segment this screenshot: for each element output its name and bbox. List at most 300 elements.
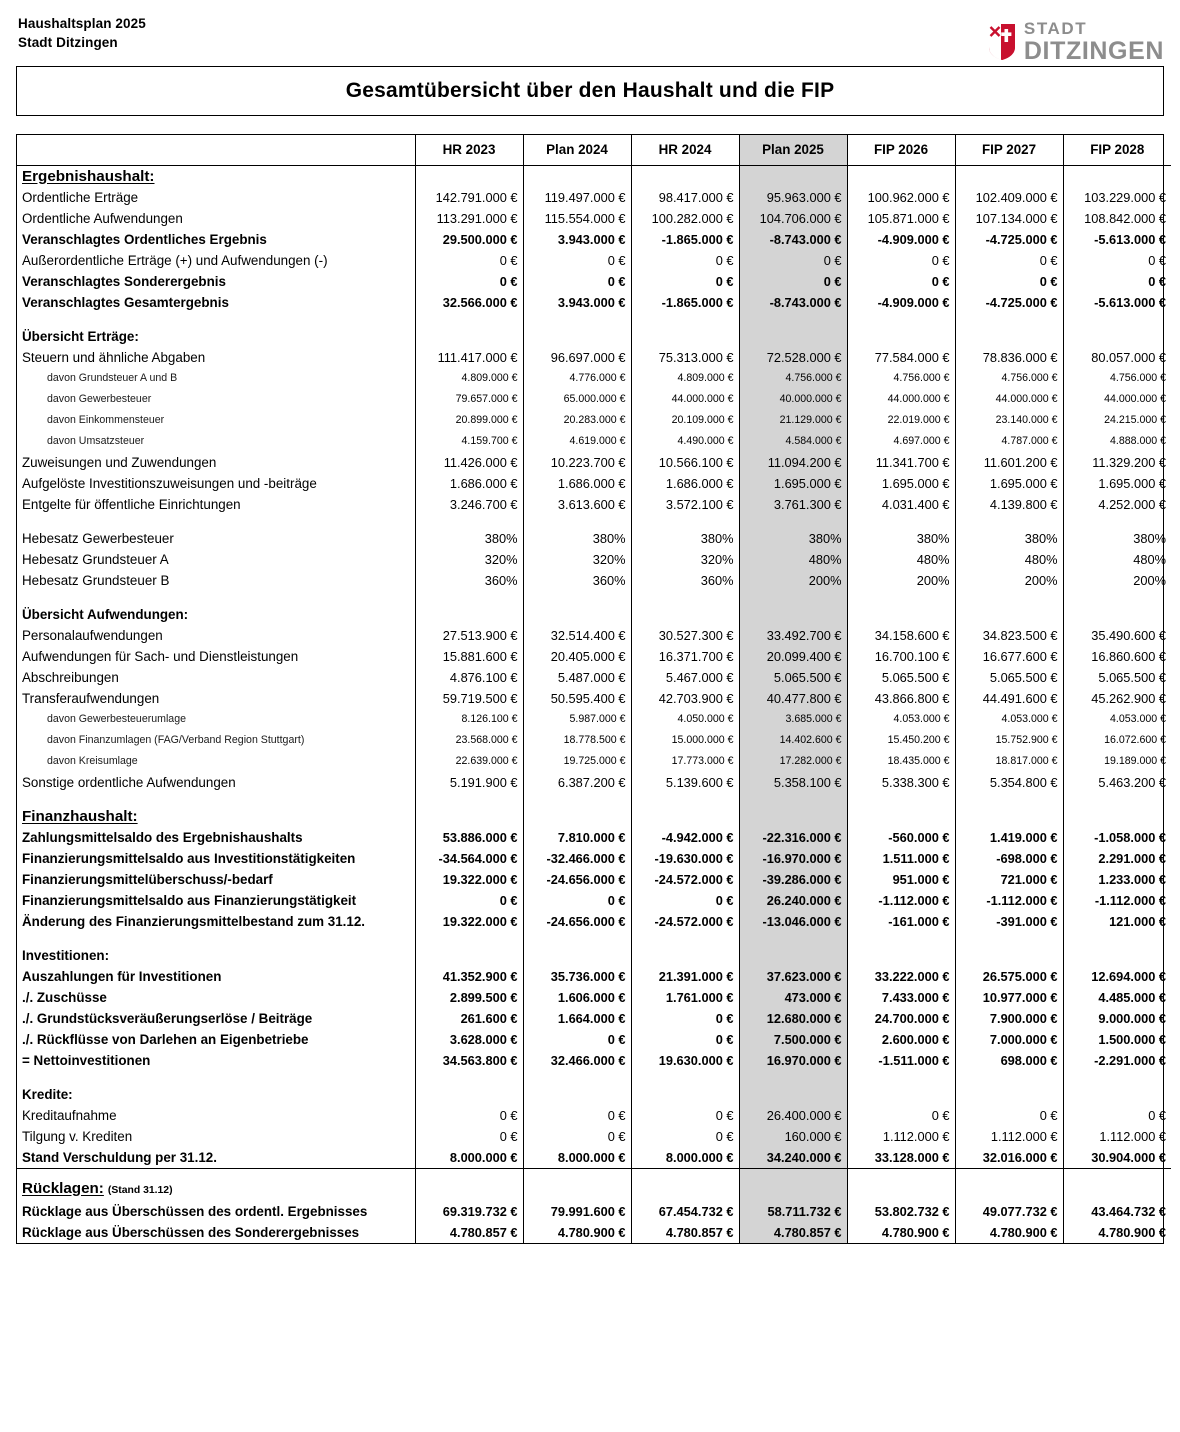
row-value: 4.584.000 € xyxy=(739,431,847,452)
table-row xyxy=(17,208,1171,229)
table-row xyxy=(17,688,1171,709)
row-value: 4.050.000 € xyxy=(631,709,739,730)
row-value: 16.860.600 € xyxy=(1063,646,1171,667)
column-header-plan-2024: Plan 2024 xyxy=(523,135,631,165)
row-value: -4.725.000 € xyxy=(955,292,1063,313)
row-value xyxy=(847,165,955,187)
row-label: Veranschlagtes Ordentliches Ergebnis xyxy=(22,231,267,247)
row-value xyxy=(847,945,955,966)
row-value: 5.358.100 € xyxy=(739,772,847,793)
table-row xyxy=(17,165,1171,187)
row-value: 19.189.000 € xyxy=(1063,751,1171,772)
table-row xyxy=(17,869,1171,890)
row-value: 16.700.100 € xyxy=(847,646,955,667)
row-value: -32.466.000 € xyxy=(523,848,631,869)
row-label: Finanzierungsmittelüberschuss/-bedarf xyxy=(22,871,273,887)
row-value xyxy=(523,806,631,827)
row-value xyxy=(523,1084,631,1105)
spacer-value-cell xyxy=(523,1071,631,1084)
row-value: 5.065.500 € xyxy=(955,667,1063,688)
row-value: 1.112.000 € xyxy=(1063,1126,1171,1147)
row-value: 4.031.400 € xyxy=(847,494,955,515)
city-logo xyxy=(987,20,1164,64)
row-value: 380% xyxy=(415,528,523,549)
row-value: 30.904.000 € xyxy=(1063,1147,1171,1169)
row-value: 9.000.000 € xyxy=(1063,1008,1171,1029)
row-value xyxy=(415,945,523,966)
row-value: -161.000 € xyxy=(847,911,955,932)
row-value: 380% xyxy=(739,528,847,549)
table-row xyxy=(17,848,1171,869)
row-value: -8.743.000 € xyxy=(739,292,847,313)
spacer-value-cell xyxy=(847,1169,955,1178)
spacer-value-cell xyxy=(415,591,523,604)
spacer-value-cell xyxy=(415,1169,523,1178)
row-value xyxy=(739,945,847,966)
row-label: Steuern und ähnliche Abgaben xyxy=(22,349,206,365)
spacer-label-cell xyxy=(17,1071,415,1084)
row-value: 11.341.700 € xyxy=(847,452,955,473)
row-value: 4.787.000 € xyxy=(955,431,1063,452)
table-row xyxy=(17,431,1171,452)
spacer-label-cell xyxy=(17,313,415,326)
row-label: Abschreibungen xyxy=(22,669,119,685)
row-label-text: Rücklagen: xyxy=(22,1179,104,1197)
row-value: 44.000.000 € xyxy=(955,389,1063,410)
row-value: 44.000.000 € xyxy=(631,389,739,410)
row-value: 0 € xyxy=(739,271,847,292)
row-value: 4.756.000 € xyxy=(955,368,1063,389)
spacer-row xyxy=(17,515,1171,528)
row-value: 4.139.800 € xyxy=(955,494,1063,515)
row-value: 380% xyxy=(847,528,955,549)
row-value: 95.963.000 € xyxy=(739,187,847,208)
row-value: 0 € xyxy=(415,250,523,271)
row-value: 98.417.000 € xyxy=(631,187,739,208)
row-value: 22.639.000 € xyxy=(415,751,523,772)
row-label: = Nettoinvestitionen xyxy=(22,1052,151,1068)
row-label: Aufgelöste Investitionszuweisungen und -beiträge xyxy=(22,475,317,491)
row-value: 320% xyxy=(523,549,631,570)
row-label: Veranschlagtes Gesamtergebnis xyxy=(22,294,229,310)
row-value: 0 € xyxy=(523,890,631,911)
row-value xyxy=(955,604,1063,625)
table-row xyxy=(17,966,1171,987)
row-value: 11.094.200 € xyxy=(739,452,847,473)
row-value: 100.282.000 € xyxy=(631,208,739,229)
row-label xyxy=(17,806,415,827)
row-value: 3.685.000 € xyxy=(739,709,847,730)
row-value: 1.695.000 € xyxy=(955,473,1063,494)
row-value xyxy=(1063,806,1171,827)
table-row xyxy=(17,271,1171,292)
spacer-value-cell xyxy=(955,793,1063,806)
table-row xyxy=(17,987,1171,1008)
row-value xyxy=(415,165,523,187)
spacer-label-cell xyxy=(17,591,415,604)
column-header-fip-2026: FIP 2026 xyxy=(847,135,955,165)
row-value: 0 € xyxy=(523,271,631,292)
row-value: 35.736.000 € xyxy=(523,966,631,987)
spacer-value-cell xyxy=(739,1169,847,1178)
row-value: 4.490.000 € xyxy=(631,431,739,452)
row-value: 1.419.000 € xyxy=(955,827,1063,848)
row-value: 21.391.000 € xyxy=(631,966,739,987)
row-value: -39.286.000 € xyxy=(739,869,847,890)
row-value: -4.942.000 € xyxy=(631,827,739,848)
table-row xyxy=(17,1201,1171,1222)
row-label: Rücklage aus Überschüssen des Sonderergebnisses xyxy=(22,1224,360,1240)
row-value: 0 € xyxy=(415,271,523,292)
row-value: 380% xyxy=(955,528,1063,549)
row-value: -391.000 € xyxy=(955,911,1063,932)
row-value: 4.888.000 € xyxy=(1063,431,1171,452)
row-value: 7.433.000 € xyxy=(847,987,955,1008)
document-header xyxy=(0,0,1180,66)
row-value: 4.485.000 € xyxy=(1063,987,1171,1008)
row-value: 20.899.000 € xyxy=(415,410,523,431)
budget-table-container xyxy=(16,134,1164,1244)
row-value xyxy=(631,806,739,827)
row-label: Auszahlungen für Investitionen xyxy=(22,968,222,984)
spacer-value-cell xyxy=(739,591,847,604)
row-value: 12.680.000 € xyxy=(739,1008,847,1029)
row-value: 44.000.000 € xyxy=(847,389,955,410)
spacer-value-cell xyxy=(631,313,739,326)
row-label: Veranschlagtes Sonderergebnis xyxy=(22,273,226,289)
row-value: 15.752.900 € xyxy=(955,730,1063,751)
spacer-value-cell xyxy=(631,515,739,528)
spacer-value-cell xyxy=(523,793,631,806)
row-value: 4.780.857 € xyxy=(631,1222,739,1243)
spacer-value-cell xyxy=(1063,793,1171,806)
row-value: 951.000 € xyxy=(847,869,955,890)
row-value: 0 € xyxy=(631,890,739,911)
row-value: 15.450.200 € xyxy=(847,730,955,751)
row-label: Änderung des Finanzierungsmittelbestand zum 31.12. xyxy=(22,913,366,929)
spacer-value-cell xyxy=(523,932,631,945)
table-row xyxy=(17,187,1171,208)
row-value: 5.354.800 € xyxy=(955,772,1063,793)
row-label: Rücklage aus Überschüssen des ordentl. Ergebnisses xyxy=(22,1203,368,1219)
row-value: 4.780.900 € xyxy=(1063,1222,1171,1243)
row-value: 0 € xyxy=(631,1126,739,1147)
row-value: 0 € xyxy=(631,250,739,271)
row-value: 5.065.500 € xyxy=(847,667,955,688)
row-value: 24.700.000 € xyxy=(847,1008,955,1029)
row-value: 102.409.000 € xyxy=(955,187,1063,208)
spacer-value-cell xyxy=(415,932,523,945)
table-row xyxy=(17,292,1171,313)
row-value: 0 € xyxy=(631,1008,739,1029)
row-value xyxy=(847,1178,955,1201)
row-value: 721.000 € xyxy=(955,869,1063,890)
row-value: 11.601.200 € xyxy=(955,452,1063,473)
row-value: 35.490.600 € xyxy=(1063,625,1171,646)
row-label: davon Grundsteuer A und B xyxy=(47,371,178,384)
row-value: 43.464.732 € xyxy=(1063,1201,1171,1222)
row-label: Investitionen: xyxy=(22,947,110,963)
row-value: 4.780.857 € xyxy=(739,1222,847,1243)
row-label: Kreditaufnahme xyxy=(22,1107,117,1123)
row-value: 7.810.000 € xyxy=(523,827,631,848)
row-label: Übersicht Aufwendungen: xyxy=(22,606,189,622)
spacer-label-cell xyxy=(17,793,415,806)
row-value: 4.876.100 € xyxy=(415,667,523,688)
spacer-label-cell xyxy=(17,932,415,945)
row-value: 3.943.000 € xyxy=(523,229,631,250)
spacer-value-cell xyxy=(955,591,1063,604)
row-value xyxy=(739,604,847,625)
row-value xyxy=(847,1084,955,1105)
row-value: 18.817.000 € xyxy=(955,751,1063,772)
row-value: 26.575.000 € xyxy=(955,966,1063,987)
row-value: 380% xyxy=(1063,528,1171,549)
row-value xyxy=(847,806,955,827)
table-row xyxy=(17,1050,1171,1071)
row-value: 15.881.600 € xyxy=(415,646,523,667)
row-value: 160.000 € xyxy=(739,1126,847,1147)
row-value: 4.776.000 € xyxy=(523,368,631,389)
row-value: 19.630.000 € xyxy=(631,1050,739,1071)
row-value: 480% xyxy=(1063,549,1171,570)
row-value: 14.402.600 € xyxy=(739,730,847,751)
row-value: 79.991.600 € xyxy=(523,1201,631,1222)
column-header-hr-2024: HR 2024 xyxy=(631,135,739,165)
row-value: 77.584.000 € xyxy=(847,347,955,368)
row-value xyxy=(631,326,739,347)
spacer-row xyxy=(17,932,1171,945)
row-value: 8.000.000 € xyxy=(415,1147,523,1169)
spacer-value-cell xyxy=(955,1169,1063,1178)
row-value: 0 € xyxy=(955,271,1063,292)
table-row xyxy=(17,1126,1171,1147)
table-row xyxy=(17,604,1171,625)
row-value: -1.058.000 € xyxy=(1063,827,1171,848)
row-value: -13.046.000 € xyxy=(739,911,847,932)
row-value: -16.970.000 € xyxy=(739,848,847,869)
row-value: -1.865.000 € xyxy=(631,292,739,313)
row-value: 37.623.000 € xyxy=(739,966,847,987)
row-value xyxy=(631,1178,739,1201)
row-value xyxy=(631,165,739,187)
row-value xyxy=(739,165,847,187)
row-value: 4.053.000 € xyxy=(1063,709,1171,730)
row-value: 0 € xyxy=(847,250,955,271)
row-value: 1.511.000 € xyxy=(847,848,955,869)
table-row xyxy=(17,250,1171,271)
row-value: 119.497.000 € xyxy=(523,187,631,208)
table-row xyxy=(17,389,1171,410)
row-value xyxy=(523,165,631,187)
row-value: 0 € xyxy=(631,1105,739,1126)
spacer-row xyxy=(17,1071,1171,1084)
row-value: 49.077.732 € xyxy=(955,1201,1063,1222)
table-row xyxy=(17,368,1171,389)
row-value: 5.463.200 € xyxy=(1063,772,1171,793)
table-row xyxy=(17,1222,1171,1243)
row-value: 16.970.000 € xyxy=(739,1050,847,1071)
spacer-value-cell xyxy=(523,313,631,326)
row-value: 15.000.000 € xyxy=(631,730,739,751)
row-value: 75.313.000 € xyxy=(631,347,739,368)
row-value: 18.435.000 € xyxy=(847,751,955,772)
row-value: 4.053.000 € xyxy=(955,709,1063,730)
row-value xyxy=(523,326,631,347)
row-value: -24.572.000 € xyxy=(631,911,739,932)
table-row xyxy=(17,1084,1171,1105)
row-value: 3.613.600 € xyxy=(523,494,631,515)
column-header-plan-2025: Plan 2025 xyxy=(739,135,847,165)
row-value: 7.000.000 € xyxy=(955,1029,1063,1050)
row-value: -698.000 € xyxy=(955,848,1063,869)
spacer-value-cell xyxy=(739,515,847,528)
row-value xyxy=(1063,326,1171,347)
row-value xyxy=(955,326,1063,347)
row-value: 5.139.600 € xyxy=(631,772,739,793)
row-label: Hebesatz Grundsteuer A xyxy=(22,551,169,567)
row-value: 108.842.000 € xyxy=(1063,208,1171,229)
table-row xyxy=(17,646,1171,667)
row-value xyxy=(1063,604,1171,625)
row-value: -1.112.000 € xyxy=(955,890,1063,911)
row-value: 16.677.600 € xyxy=(955,646,1063,667)
header-plan-title: Haushaltsplan 2025 xyxy=(18,16,146,31)
row-value: 115.554.000 € xyxy=(523,208,631,229)
row-label: davon Kreisumlage xyxy=(47,754,138,767)
table-row xyxy=(17,473,1171,494)
row-label: ./. Grundstücksveräußerungserlöse / Beiträge xyxy=(22,1010,313,1026)
row-value xyxy=(739,326,847,347)
spacer-value-cell xyxy=(415,1071,523,1084)
row-value xyxy=(1063,1084,1171,1105)
row-value: 200% xyxy=(955,570,1063,591)
spacer-value-cell xyxy=(739,1071,847,1084)
spacer-value-cell xyxy=(955,313,1063,326)
header-cell-label xyxy=(17,135,415,165)
table-row xyxy=(17,625,1171,646)
row-value: 1.500.000 € xyxy=(1063,1029,1171,1050)
spacer-value-cell xyxy=(631,591,739,604)
spacer-row xyxy=(17,313,1171,326)
row-value: 2.899.500 € xyxy=(415,987,523,1008)
row-value: 44.491.600 € xyxy=(955,688,1063,709)
row-value: 17.773.000 € xyxy=(631,751,739,772)
row-value: 80.057.000 € xyxy=(1063,347,1171,368)
row-value: 4.756.000 € xyxy=(847,368,955,389)
row-value xyxy=(739,806,847,827)
row-value: 11.329.200 € xyxy=(1063,452,1171,473)
row-value: 5.065.500 € xyxy=(739,667,847,688)
row-label: Zahlungsmittelsaldo des Ergebnishaushalts xyxy=(22,829,303,845)
row-value: 5.487.000 € xyxy=(523,667,631,688)
table-row xyxy=(17,730,1171,751)
table-row xyxy=(17,549,1171,570)
row-value: 32.566.000 € xyxy=(415,292,523,313)
row-value xyxy=(955,1084,1063,1105)
row-value: 0 € xyxy=(1063,250,1171,271)
row-value: 1.686.000 € xyxy=(631,473,739,494)
table-row xyxy=(17,410,1171,431)
row-label: Finanzierungsmittelsaldo aus Finanzierungstätigkeit xyxy=(22,892,357,908)
row-value: 29.500.000 € xyxy=(415,229,523,250)
spacer-value-cell xyxy=(739,313,847,326)
row-label: Außerordentliche Erträge (+) und Aufwendungen (-) xyxy=(22,252,328,268)
row-value: 698.000 € xyxy=(955,1050,1063,1071)
spacer-value-cell xyxy=(739,793,847,806)
row-value: 69.319.732 € xyxy=(415,1201,523,1222)
row-value: 34.240.000 € xyxy=(739,1147,847,1169)
spacer-value-cell xyxy=(1063,313,1171,326)
table-row xyxy=(17,347,1171,368)
row-value: -19.630.000 € xyxy=(631,848,739,869)
row-value: 0 € xyxy=(523,1029,631,1050)
table-row xyxy=(17,667,1171,688)
row-value: 72.528.000 € xyxy=(739,347,847,368)
row-value xyxy=(739,1178,847,1201)
table-row xyxy=(17,1147,1171,1169)
row-value: 33.128.000 € xyxy=(847,1147,955,1169)
row-value: 4.053.000 € xyxy=(847,709,955,730)
row-value: 5.338.300 € xyxy=(847,772,955,793)
row-value xyxy=(1063,1178,1171,1201)
row-value: 24.215.000 € xyxy=(1063,410,1171,431)
row-value: 0 € xyxy=(415,1105,523,1126)
row-value: 2.291.000 € xyxy=(1063,848,1171,869)
row-value xyxy=(523,1178,631,1201)
row-value: 20.109.000 € xyxy=(631,410,739,431)
table-row xyxy=(17,326,1171,347)
spacer-value-cell xyxy=(1063,932,1171,945)
row-value: 22.019.000 € xyxy=(847,410,955,431)
row-value: 12.694.000 € xyxy=(1063,966,1171,987)
page-title: Gesamtübersicht über den Haushalt und die FIP xyxy=(345,79,835,102)
row-value: -22.316.000 € xyxy=(739,827,847,848)
row-value xyxy=(1063,165,1171,187)
row-value: 3.572.100 € xyxy=(631,494,739,515)
row-label: Entgelte für öffentliche Einrichtungen xyxy=(22,496,241,512)
table-row xyxy=(17,945,1171,966)
spacer-value-cell xyxy=(847,1071,955,1084)
row-value: 360% xyxy=(523,570,631,591)
row-value: 21.129.000 € xyxy=(739,410,847,431)
row-value: 480% xyxy=(739,549,847,570)
row-value: 16.371.700 € xyxy=(631,646,739,667)
row-value: 3.943.000 € xyxy=(523,292,631,313)
spacer-value-cell xyxy=(631,1071,739,1084)
row-value: 8.000.000 € xyxy=(523,1147,631,1169)
row-value: 2.600.000 € xyxy=(847,1029,955,1050)
spacer-value-cell xyxy=(847,793,955,806)
row-value: 105.871.000 € xyxy=(847,208,955,229)
row-value: 480% xyxy=(955,549,1063,570)
row-value: 1.606.000 € xyxy=(523,987,631,1008)
row-value: 3.628.000 € xyxy=(415,1029,523,1050)
table-row xyxy=(17,570,1171,591)
row-value: -1.112.000 € xyxy=(847,890,955,911)
spacer-value-cell xyxy=(415,313,523,326)
row-value: 4.809.000 € xyxy=(415,368,523,389)
spacer-value-cell xyxy=(847,313,955,326)
row-value xyxy=(847,326,955,347)
table-row xyxy=(17,528,1171,549)
row-value: 32.016.000 € xyxy=(955,1147,1063,1169)
row-value: 17.282.000 € xyxy=(739,751,847,772)
row-value: 320% xyxy=(415,549,523,570)
row-value: 107.134.000 € xyxy=(955,208,1063,229)
header-row xyxy=(17,135,1171,165)
row-value: -8.743.000 € xyxy=(739,229,847,250)
